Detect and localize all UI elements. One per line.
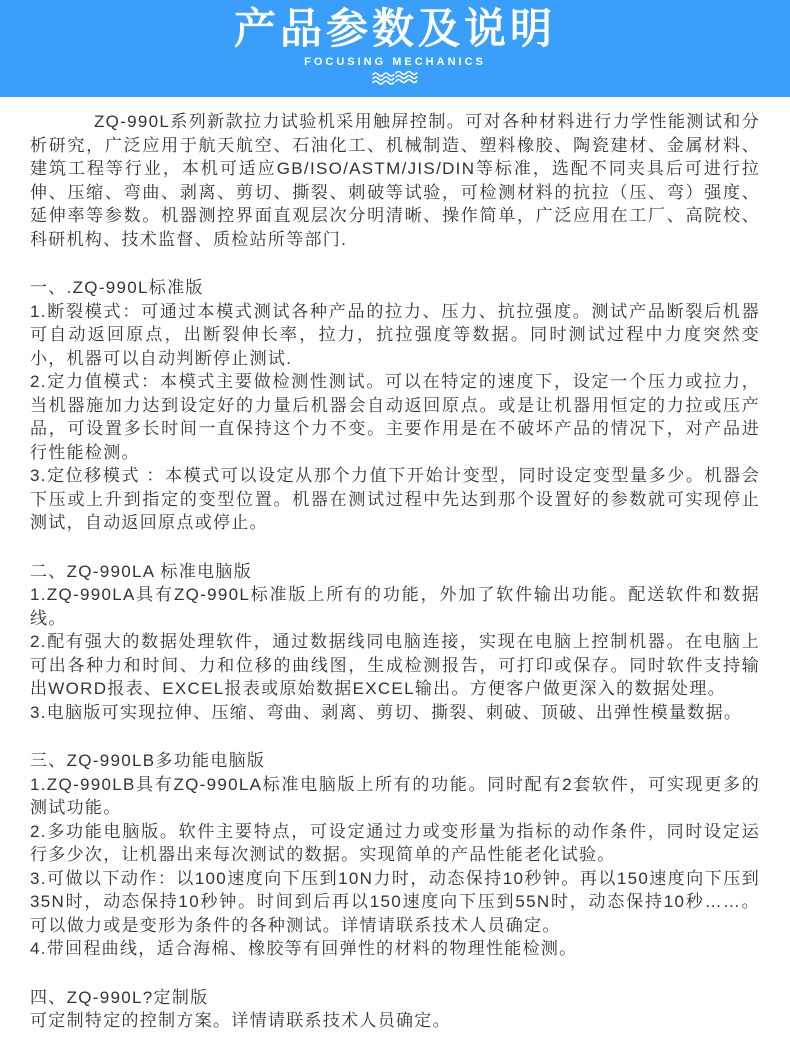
section-item: 1.ZQ-990LB具有ZQ-990LA标准电脑版上所有的功能。同时配有2套软件，可实现更多的测试功能。 — [30, 774, 760, 817]
section-heading: 一、.ZQ-990L标准版 — [30, 278, 204, 297]
waves-icon — [0, 69, 790, 86]
section-item: 1.ZQ-990LA具有ZQ-990L标准版上所有的功能，外加了软件输出功能。配送软件和数据线。 — [30, 585, 760, 628]
page-subtitle: FOCUSING MECHANICS — [304, 56, 486, 69]
section-item: 2.定力值模式：本模式主要做检测性测试。可以在特定的速度下，设定一个压力或拉力，当机器施加力达到设定好的力量后机器会自动返回原点。或是让机器用恒定的力拉或压产品，可设置多长时间一直保持这个力不变。主要作用是在不破坏产品的情况下，对产品进行性能检测。 — [30, 372, 760, 462]
section-item: 2.多功能电脑版。软件主要特点，可设定通过力或变形量为指标的动作条件，同时设定运行多少次，让机器出来每次测试的数据。实现简单的产品性能老化试验。 — [30, 821, 760, 864]
section-standard-version — [30, 276, 760, 535]
section-item: 3.电脑版可实现拉伸、压缩、弯曲、剥离、剪切、撕裂、刺破、顶破、出弹性模量数据。 — [30, 702, 743, 722]
section-item: 可定制特定的控制方案。详情请联系技术人员确定。 — [30, 1011, 451, 1030]
page-title: 产品参数及说明 — [233, 5, 556, 52]
section-item: 4.带回程曲线，适合海棉、橡胶等有回弹性的材料的物理性能检测。 — [30, 939, 578, 958]
section-item: 3.可做以下动作：以100速度向下压到10N力时，动态保持10秒钟。再以150速度向下压到35N时，动态保持10秒钟。时间到后再以150速度向下压到55N时，动态保持10秒……。可以做力或是变形为条件的各种测试。详情请联系技术人员确定。 — [30, 868, 760, 935]
section-item: 3.定位移模式 ：本模式可以设定从那个力值下开始计变型，同时设定变型量多少。机器会下压或上升到指定的变型位置。机器在测试过程中先达到那个设置好的参数就可实现停止测试，自动返回原点或停止。 — [30, 466, 760, 532]
section-item: 1.断裂模式：可通过本模式测试各种产品的拉力、压力、抗拉强度。测试产品断裂后机器可自动返回原点，出断裂伸长率，拉力，抗拉强度等数据。同时测试过程中力度突然变小，机器可以自动判断停止测试. — [30, 301, 760, 368]
document-body — [0, 97, 790, 1051]
section-heading: 四、ZQ-990L?定制版 — [30, 987, 209, 1007]
section-heading: 三、ZQ-990LB多功能电脑版 — [30, 751, 266, 770]
intro-paragraph: ZQ-990L系列新款拉力试验机采用触屏控制。可对各种材料进行力学性能测试和分析研究，广泛应用于航天航空、石油化工、机械制造、塑料橡胶、陶瓷建材、金属材料、建筑工程等行业，本机可适应GB/ISO/ASTM/JIS/DIN等标准，选配不同夹具后可进行拉伸、压缩、弯曲、剥离、剪切、撕裂、刺破等试验，可检测材料的抗拉（压、弯）强度、延伸率等参数。机器测控界面直观层次分明清晰、操作简单，广泛应用在工厂、高院校、科研机构、技术监督、质检站所等部门. — [30, 112, 760, 249]
section-multifunction-computer-version — [30, 749, 760, 961]
section-standard-computer-version — [30, 560, 760, 725]
section-heading: 二、ZQ-990LA 标准电脑版 — [30, 561, 253, 581]
header-banner — [0, 0, 790, 97]
section-custom-version — [30, 986, 760, 1033]
section-item: 2.配有强大的数据处理软件，通过数据线同电脑连接，实现在电脑上控制机器。在电脑上可出各种力和时间、力和位移的曲线图，生成检测报告，可打印或保存。同时软件支持输出WORD报表、EXCEL报表或原始数据EXCEL输出。方便客户做更深入的数据处理。 — [30, 632, 760, 698]
